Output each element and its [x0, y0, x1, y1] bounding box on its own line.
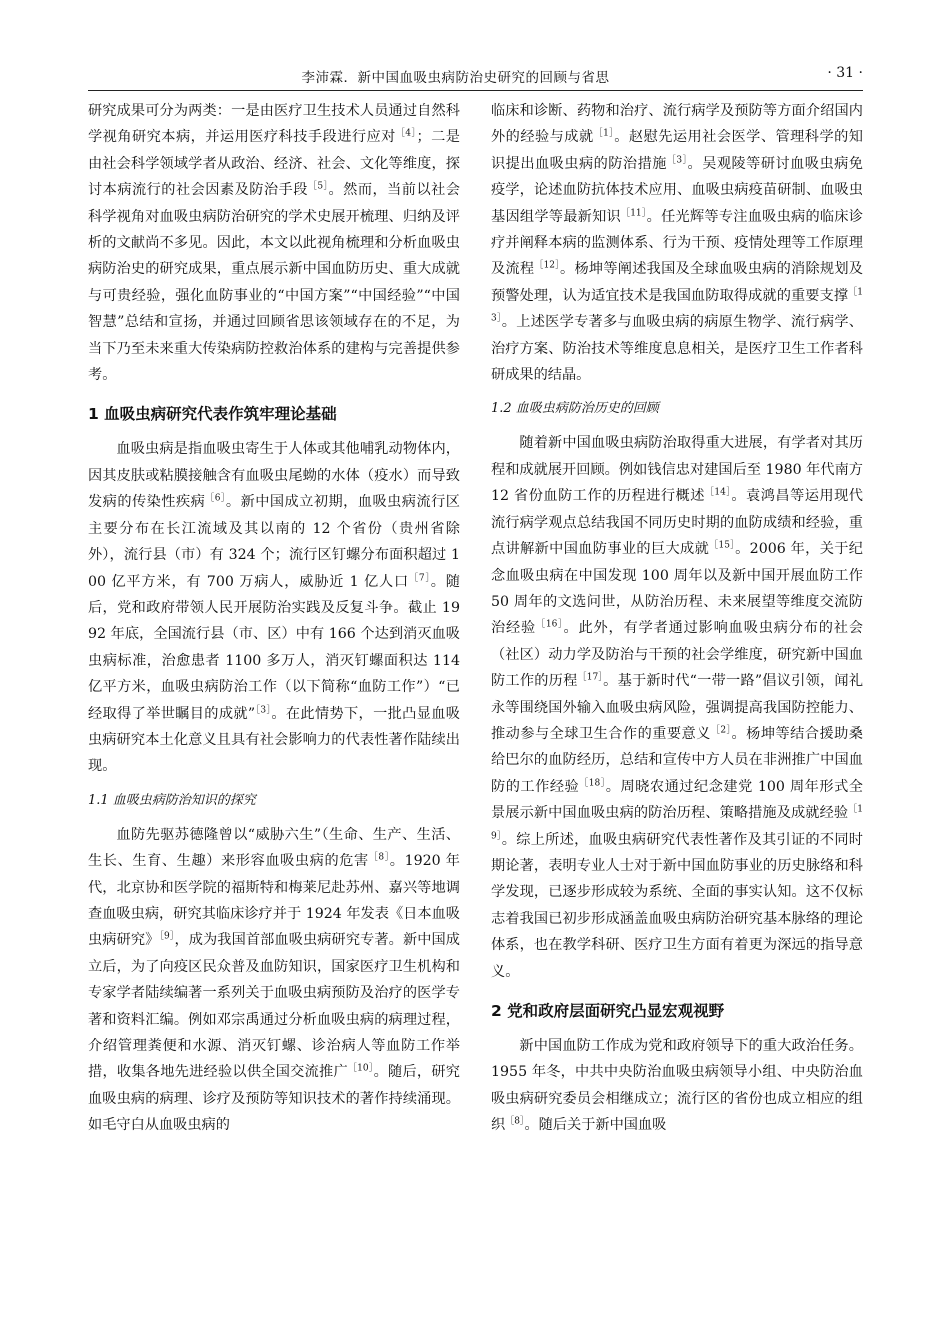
citation[interactable]: ［3］	[666, 155, 688, 166]
citation[interactable]: ［12］	[534, 260, 561, 271]
citation[interactable]: ［14］	[704, 487, 732, 498]
citation[interactable]: ［7］	[409, 572, 431, 583]
subsection-heading-1-2: 1.2 血吸虫病防治历史的回顾	[491, 401, 659, 417]
header-rule	[88, 90, 863, 91]
citation[interactable]: ［13］	[491, 287, 863, 324]
citation[interactable]: ［9］	[159, 931, 175, 942]
citation[interactable]: ［4］	[395, 128, 417, 139]
citation[interactable]: ［19］	[491, 804, 863, 841]
body-paragraph: 随着新中国血吸虫病防治取得重大进展，有学者对其历程和成就展开回顾。例如钱信忠对建国后至 1980 年代南方 12 省份血防工作的历程进行概述$^{[14]}$。袁鸿昌等运用现代流行病学观点总结我国不同历史时期的血防成绩和经验，重点讲解新中国血防事业的巨大成就$^{[15]}$。2006 年，关于纪念血吸虫病在中国发现 100 周年以及新中国开展血防工作 50 周年的文选问世，从防治历程、未来展望等维度交流防治经验$^{[16]}$。此外，有学者通过影响血吸虫病分布的社会（社区）动力学及防治与干预的社会学维度，研究新中国血防工作的历程$^{[17]}$。基于新时代“一带一路”倡议引领，闻礼永等围绕国外输入血吸虫病风险，强调提高我国防控能力、推动参与全球卫生合作的重要意义$^{[2]}$。杨坤等结合援助桑给巴尔的血防经历，总结和宣传中方人员在非洲推广中国血防的工作经验$^{[18]}$。周晓农通过纪念建党 100 周年形式全景展示新中国血吸虫病的防治历程、策略措施及成就经验$^{[19]}$。综上所述，血吸虫病研究代表性著作及其引证的不同时期论著，表明专业人士对于新中国血防事业的历史脉络和科学发现，已逐步形成较为系统、全面的事实认知。这不仅标志着我国已初步形成涵盖血吸虫病防治研究基本脉络的理论体系，也在教学科研、医疗卫生方面有着更为深远的指导意义。	[491, 435, 864, 980]
running-title: 李沛霖．新中国血吸虫病防治史研究的回顾与省思	[301, 70, 610, 86]
citation[interactable]: ［8］	[505, 1116, 525, 1127]
citation[interactable]: ［17］	[577, 672, 604, 683]
body-paragraph: 血防先驱苏德隆曾以“威胁六生”（生命、生产、生活、生长、生育、生趣）来形容血吸虫病的危害$^{[8]}$。1920 年代，北京协和医学院的福斯特和梅莱尼赴苏州、嘉兴等地调查血吸虫病，研究其临床诊疗并于 1924 年发表《日本血吸虫病研究》$^{[9]}$，成为我国首部血吸虫病研究专著。新中国成立后，为了向疫区民众普及血防知识，国家医疗卫生机构和专家学者陆续编著一系列关于血吸虫病预防及治疗的医学专著和资料汇编。例如邓宗禹通过分析血吸虫病的病理过程，介绍管理粪便和水源、消灭钉螺、诊治病人等血防工作举措，收集各地先进经验以供全国交流推广$^{[10]}$。随后，研究血吸虫病的病理、诊疗及预防等知识技术的著作持续涌现。如毛守白从血吸虫病的	[88, 826, 460, 1134]
body-paragraph: 血吸虫病是指血吸虫寄生于人体或其他哺乳动物体内，因其皮肤或粘膜接触含有血吸虫尾蚴的水体（疫水）而导致发病的传染性疾病$^{[6]}$。新中国成立初期，血吸虫病流行区主要分布在长江流域及其以南的 12 个省份（贵州省除外），流行县（市）有 324 个；流行区钉螺分布面积超过 100 亿平方米，有 700 万病人，威胁近 1 亿人口$^{[7]}$。随后，党和政府带领人民开展防治实践及反复斗争。截止 1992 年底，全国流行县（市、区）中有 166 个达到消灭血吸虫病标准，治愈患者 1100 多万人，消灭钉螺面积达 114 亿平方米，血吸虫病防治工作（以下简称“血防工作”）“已经取得了举世瞩目的成就”$^{[3]}$。在此情势下，一批凸显血吸虫病研究本土化意义且具有社会影响力的代表性著作陆续出现。	[88, 441, 460, 775]
page-number: · 31 ·	[827, 65, 863, 81]
citation[interactable]: ［10］	[347, 1063, 374, 1074]
citation[interactable]: ［2］	[710, 725, 732, 736]
section-heading-2: 2 党和政府层面研究凸显宏观视野	[491, 1002, 725, 1020]
citation[interactable]: ［16］	[536, 619, 564, 630]
citation[interactable]: ［8］	[368, 852, 390, 863]
subsection-heading-1-1: 1.1 血吸虫病防治知识的探究	[88, 792, 256, 808]
citation[interactable]: ［6］	[205, 493, 226, 504]
body-paragraph: 新中国血防工作成为党和政府领导下的重大政治任务。1955 年冬，中共中央防治血吸虫病领导小组、中央防治血吸虫病研究委员会相继成立；流行区的省份也成立相应的组织$^{[8]}$。随后关于新中国血吸	[491, 1038, 863, 1134]
intro-paragraph: 研究成果可分为两类：一是由医疗卫生技术人员通过自然科学视角研究本病，并运用医疗科技手段进行应对$^{[4]}$；二是由社会科学领域学者从政治、经济、社会、文化等维度，探讨本病流行的社会因素及防治手段$^{[5]}$。然而，当前以社会科学视角对血吸虫病防治研究的学术史展开梳理、归纳及评析的文献尚不多见。因此，本文以此视角梳理和分析血吸虫病防治史的研究成果，重点展示新中国血防历史、重大成就与可贵经验，强化血防事业的“中国方案”“中国经验”“中国智慧”总结和宣扬，并通过回顾省思该领域存在的不足，为当下乃至未来重大传染病防控救治体系的建构与完善提供参考。	[88, 103, 460, 384]
body-paragraph: 临床和诊断、药物和治疗、流行病学及预防等方面介绍国内外的经验与成就$^{[1]}$。赵慰先运用社会医学、管理科学的知识提出血吸虫病的防治措施$^{[3]}$。吴观陵等研讨血吸虫病免疫学，论述血防抗体技术应用、血吸虫病疫苗研制、血吸虫基因组学等最新知识$^{[11]}$。任光辉等专注血吸虫病的临床诊疗并阐释本病的监测体系、行为干预、疫情处理等工作原理及流程$^{[12]}$。杨坤等阐述我国及全球血吸虫病的消除规划及预警处理，认为适宜技术是我国血防取得成就的重要支撑$^{[13]}$。上述医学专著多与血吸虫病的病原生物学、流行病学、治疗方案、防治技术等维度息息相关，是医疗卫生工作者科研成果的结晶。	[491, 103, 863, 384]
citation[interactable]: ［1］	[593, 128, 615, 139]
citation[interactable]: ［15］	[709, 540, 736, 551]
citation[interactable]: ［18］	[579, 778, 606, 789]
left-column	[88, 98, 460, 1139]
section-heading-1: 1 血吸虫病研究代表作筑牢理论基础	[88, 405, 337, 424]
citation[interactable]: ［11］	[620, 207, 647, 218]
citation[interactable]: ［5］	[307, 181, 329, 192]
citation[interactable]: ［3］	[255, 704, 272, 715]
running-header	[88, 62, 863, 88]
right-column	[491, 98, 863, 1139]
